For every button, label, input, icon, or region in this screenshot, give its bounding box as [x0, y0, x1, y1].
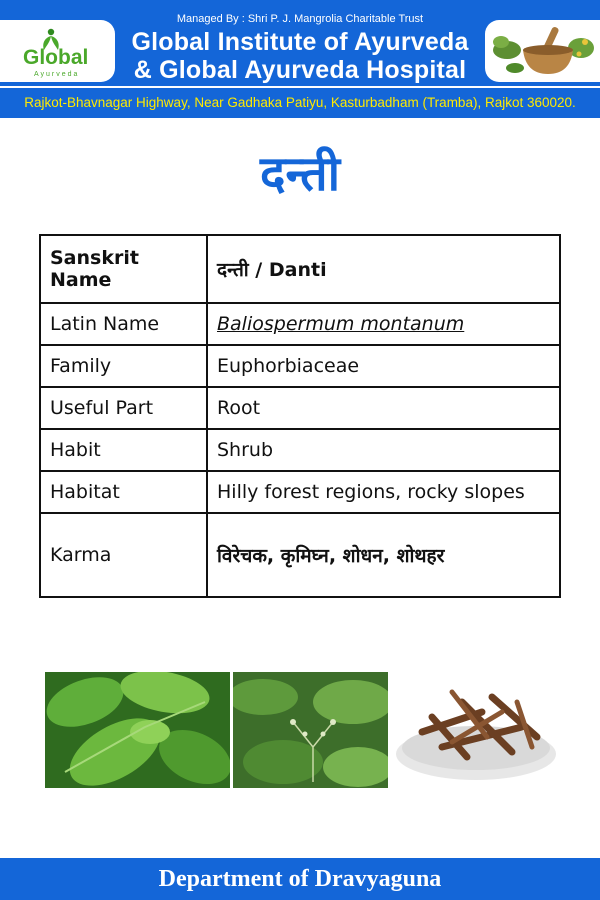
institute-title: Global Institute of Ayurveda [131, 28, 469, 56]
table-row [40, 345, 560, 387]
dried-roots-bowl-photo [392, 672, 560, 788]
sanskrit-name-label: Sanskrit Name [40, 235, 207, 303]
green-leaves-photo [45, 672, 230, 788]
sanskrit-name-value: दन्ती / Danti [207, 235, 560, 303]
habitat-value: Hilly forest regions, rocky slopes [207, 471, 560, 513]
logo-text: Global [23, 46, 89, 69]
leaf-figure-icon [0, 20, 115, 82]
family-value: Euphorbiaceae [207, 345, 560, 387]
plant-info-table [39, 234, 561, 598]
flowering-branch-photo [233, 672, 388, 788]
habit-label: Habit [40, 429, 207, 471]
karma-label: Karma [40, 513, 207, 597]
table-row [40, 235, 560, 303]
department-footer: Department of Dravyaguna [0, 858, 600, 900]
table-row [40, 387, 560, 429]
plant-title: दन्ती [259, 146, 341, 202]
mortar-pestle-herbs-icon [485, 20, 600, 82]
family-label: Family [40, 345, 207, 387]
logo [0, 20, 115, 82]
useful-part-label: Useful Part [40, 387, 207, 429]
herb-illustration [485, 20, 600, 82]
useful-part-value: Root [207, 387, 560, 429]
address-bar: Rajkot-Bhavnagar Highway, Near Gadhaka Patiyu, Kasturbadham (Tramba), Rajkot 360020. [0, 86, 600, 118]
table-row [40, 471, 560, 513]
table-row [40, 513, 560, 597]
latin-name-label: Latin Name [40, 303, 207, 345]
latin-name-value: Baliospermum montanum [207, 303, 560, 345]
table-row [40, 429, 560, 471]
habit-value: Shrub [207, 429, 560, 471]
hospital-title: & Global Ayurveda Hospital [133, 56, 467, 84]
karma-value: विरेचक, कृमिघ्न, शोधन, शोथहर [207, 513, 560, 597]
habitat-label: Habitat [40, 471, 207, 513]
table-row [40, 303, 560, 345]
logo-subtext: Ayurveda [34, 71, 80, 78]
managed-by-text: Managed By : Shri P. J. Mangrolia Charitable Trust [176, 13, 424, 25]
